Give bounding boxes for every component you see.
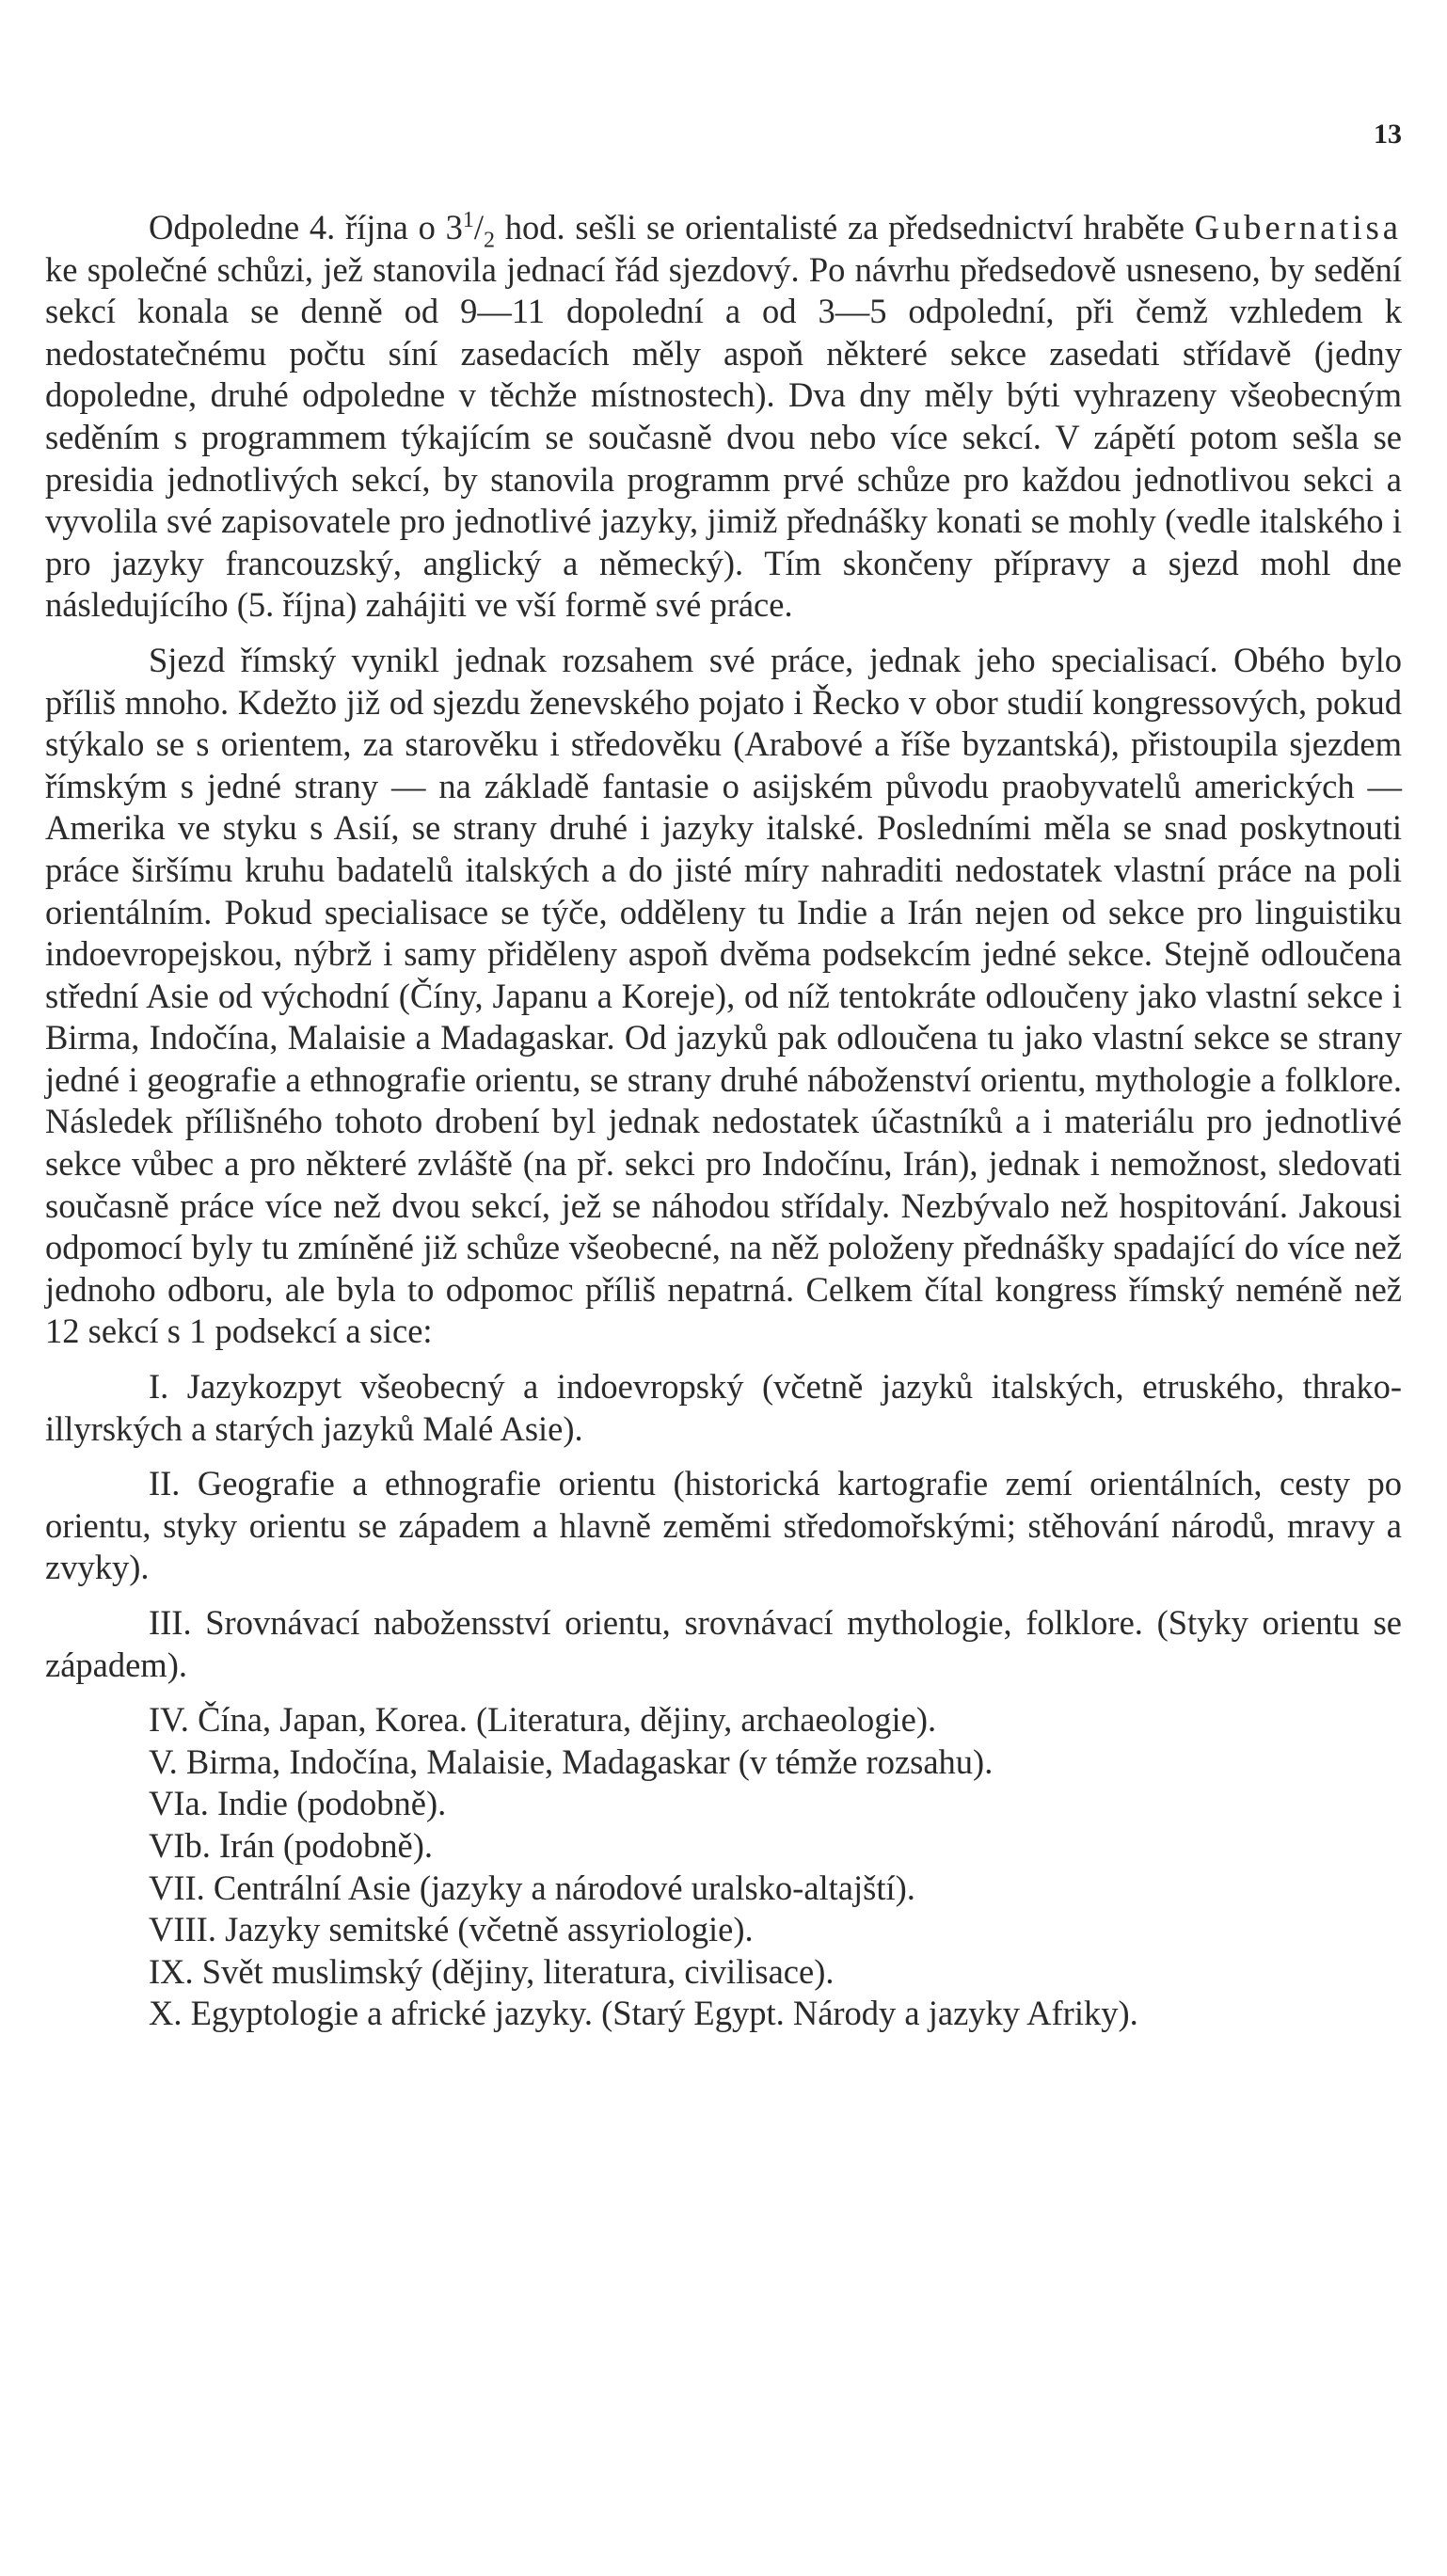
section-text: Geografie a ethnografie orientu (historická kartografie zemí orientálních, cesty po orientu, styky orientu se západem a hlavně zeměmi středomořskými; stěhování národů, mravy a zvyky).	[45, 1464, 1403, 1587]
section-text: Jazyky semitské (včetně assyriologie).	[225, 1910, 754, 1949]
section-label: X.	[149, 1994, 183, 2033]
section-text: Centrální Asie (jazyky a národové uralsko-altajští).	[213, 1868, 915, 1907]
section-item	[45, 1951, 1402, 1994]
paragraph-opening-session	[45, 207, 1402, 627]
section-item	[45, 1993, 1402, 2035]
section-item	[45, 1868, 1402, 1910]
section-text: Jazykozpyt všeobecný a indoevropský (včetně jazyků italských, etruského, thrako-illyrských a starých jazyků Malé Asie).	[45, 1367, 1403, 1448]
section-label: I.	[149, 1367, 169, 1407]
page-number: 13	[1374, 119, 1402, 150]
section-item	[45, 1602, 1402, 1686]
section-text: Čína, Japan, Korea. (Literatura, dějiny, archaeologie).	[198, 1700, 937, 1740]
section-item	[45, 1741, 1402, 1784]
paragraph-congress-specialisation	[45, 640, 1402, 1353]
section-label: IX.	[149, 1951, 194, 1991]
section-item	[45, 1825, 1402, 1868]
section-label: IV.	[149, 1700, 189, 1740]
paragraph-text-segment: Odpoledne 4. října o 3	[149, 208, 463, 246]
section-item	[45, 1783, 1402, 1825]
section-label: II.	[149, 1464, 181, 1503]
paragraph-text-segment: 1	[462, 207, 474, 232]
section-label: VIa.	[149, 1784, 209, 1823]
paragraph-text-segment: 2	[484, 228, 495, 253]
section-label: VIb.	[149, 1825, 211, 1865]
section-text: Svět muslimský (dějiny, literatura, civilisace).	[201, 1951, 835, 1991]
section-text: Birma, Indočína, Malaisie, Madagaskar (v témže rozsahu).	[185, 1741, 994, 1781]
section-item	[45, 1366, 1402, 1450]
document-page	[45, 0, 1402, 2576]
section-list	[45, 1366, 1402, 2035]
section-label: V.	[149, 1741, 178, 1781]
paragraph-text-segment: Sjezd římský vynikl jednak rozsahem své práce, jednak jeho specialisací. Obého bylo příliš mnoho. Kdežto již od sjezdu ženevského pojato i Řecko v obor studií kongressových, pokud stýkalo se s orientem, za starověku i středověku (Arabové a říše byzantská), přistoupila sjezdem římským s jedné strany — na základě fantasie o asijském původu praobyvatelů amerických — Amerika ve styku s Asií, se strany druhé i jazyky italské. Posledními měla se snad poskytnouti práce širšímu kruhu badatelů italských a do jisté míry nahraditi nedostatek vlastní práce na poli orientálním. Pokud specialisace se týče, odděleny tu Indie a Irán nejen od sekce pro linguistiku indoevropejskou, nýbrž i samy přiděleny aspoň dvěma podsekcím jedné sekce. Stejně odloučena střední Asie od východní (Číny, Japanu a Koreje), od níž tentokráte odloučeny jako vlastní sekce i Birma, Indočína, Malaisie a Madagaskar. Od jazyků pak odloučena tu jako vlastní sekce se strany jedné i geografie a ethnografie orientu, se strany druhé náboženství orientu, mythologie a folklore. Následek přílišného tohoto drobení byl jednak nedostatek účastníků a i materiálu pro jednotlivé sekce vůbec a pro některé zvláště (na př. sekci pro Indočínu, Irán), jednak i nemožnost, sledovati současně práce více než dvou sekcí, jež se náhodou střídaly. Nezbývalo než hospitování. Jakousi odpomocí byly tu zmíněné již schůze všeobecné, na něž položeny přednášky spadající do více než jednoho odboru, ale byla to odpomoc příliš nepatrná. Celkem čítal kongress římský neméně než 12 sekcí s 1 podsekcí a sice:	[45, 640, 1402, 1351]
section-label: VIII.	[149, 1910, 216, 1949]
paragraph-text-segment: Gubernatisa	[1194, 208, 1402, 246]
paragraph-text-segment: ke společné schůzi, jež stanovila jednací řád sjezdový. Po návrhu předsedově usneseno, by sedění sekcí konala se denně od 9—11 dopolední a od 3—5 odpolední, při čemž vzhledem k nedostatečnému počtu síní zasedacích měly aspoň některé sekce zasedati střídavě (jedny dopoledne, druhé odpoledne v těchže místnostech). Dva dny měly býti vyhrazeny všeobecným seděním s programmem týkajícím se současně dvou nebo více sekcí. V zápětí potom sešla se presidia jednotlivých sekcí, by stanovila programm prvé schůze pro každou jednotlivou sekci a vyvolila své zapisovatele pro jednotlivé jazyky, jimiž přednášky konati se mohly (vedle italského i pro jazyky francouzský, anglický a německý). Tím skončeny přípravy a sjezd mohl dne následujícího (5. října) zahájiti ve vší formě své práce.	[45, 249, 1402, 625]
paragraph-text-segment: hod. sešli se orientalisté za předsednictví hraběte	[495, 208, 1195, 246]
paragraph-text-segment: /	[473, 208, 484, 246]
section-label: III.	[149, 1603, 192, 1642]
section-text: Indie (podobně).	[216, 1784, 447, 1823]
section-item	[45, 1909, 1402, 1951]
section-text: Srovnávací nabožensství orientu, srovnávací mythologie, folklore. (Styky orientu se západem).	[45, 1603, 1403, 1684]
section-item	[45, 1463, 1402, 1589]
section-item	[45, 1699, 1402, 1741]
section-label: VII.	[149, 1868, 205, 1907]
section-text: Egyptologie a africké jazyky. (Starý Egypt. Národy a jazyky Afriky).	[190, 1994, 1138, 2033]
section-text: Irán (podobně).	[219, 1825, 434, 1865]
body-text	[45, 207, 1402, 2035]
